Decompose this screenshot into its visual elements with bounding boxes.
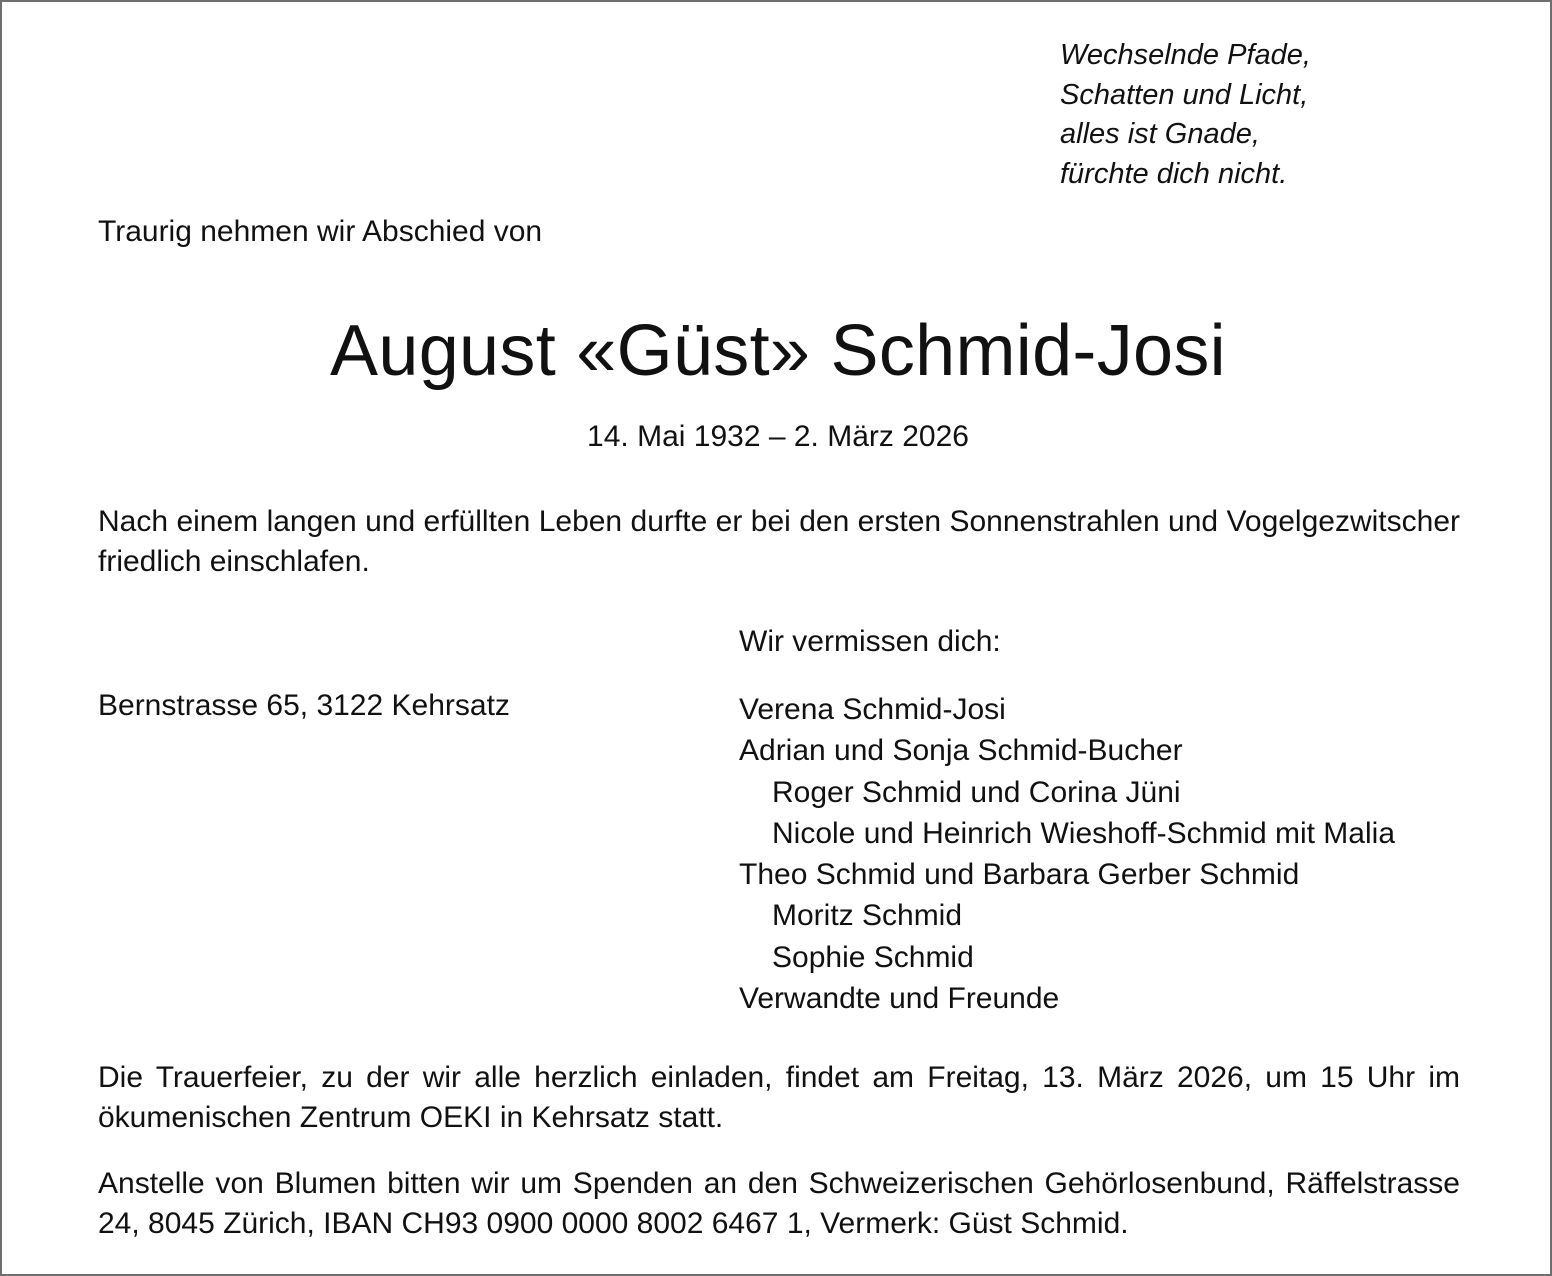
life-paragraph: Nach einem langen und erfüllten Leben durfte er bei den ersten Sonnenstrahlen und Vogelgezwitscher friedlich einschlafen. bbox=[98, 505, 1460, 578]
deceased-name: August «Güst» Schmid-Josi bbox=[330, 311, 1226, 391]
life-dates: 14. Mai 1932 – 2. März 2026 bbox=[587, 420, 969, 453]
mourner: Moritz Schmid bbox=[772, 899, 963, 933]
miss-heading: Wir vermissen dich: bbox=[739, 625, 1001, 658]
mourner: Roger Schmid und Corina Jüni bbox=[772, 775, 1181, 809]
poem-line: Wechselnde Pfade, bbox=[1060, 39, 1311, 71]
mourner: Theo Schmid und Barbara Gerber Schmid bbox=[739, 858, 1300, 892]
intro-line: Traurig nehmen wir Abschied von bbox=[98, 215, 543, 248]
family-address: Bernstrasse 65, 3122 Kehrsatz bbox=[98, 689, 510, 722]
poem bbox=[1060, 36, 1311, 194]
poem-line: fürchte dich nicht. bbox=[1060, 157, 1288, 190]
mourner: Sophie Schmid bbox=[772, 940, 974, 974]
mourner: Adrian und Sonja Schmid-Bucher bbox=[739, 734, 1183, 768]
mourners-list bbox=[739, 689, 1395, 1019]
poem-line: alles ist Gnade, bbox=[1060, 118, 1260, 150]
poem-line: Schatten und Licht, bbox=[1060, 78, 1309, 111]
mourner: Verwandte und Freunde bbox=[739, 982, 1060, 1016]
donation-paragraph: Anstelle von Blumen bitten wir um Spenden an den Schweizerischen Gehörlosenbund, Räffelstrasse 24, 8045 Zürich, IBAN CH93 0900 0000 8002 6467 1, Vermerk: Güst Schmid. bbox=[98, 1167, 1460, 1240]
ceremony-paragraph: Die Trauerfeier, zu der wir alle herzlich einladen, findet am Freitag, 13. März 2026, um 15 Uhr im ökumenischen Zentrum OEKI in Kehrsatz statt. bbox=[98, 1061, 1460, 1134]
mourner: Nicole und Heinrich Wieshoff-Schmid mit Malia bbox=[772, 816, 1395, 850]
mourner: Verena Schmid-Josi bbox=[739, 693, 1006, 726]
